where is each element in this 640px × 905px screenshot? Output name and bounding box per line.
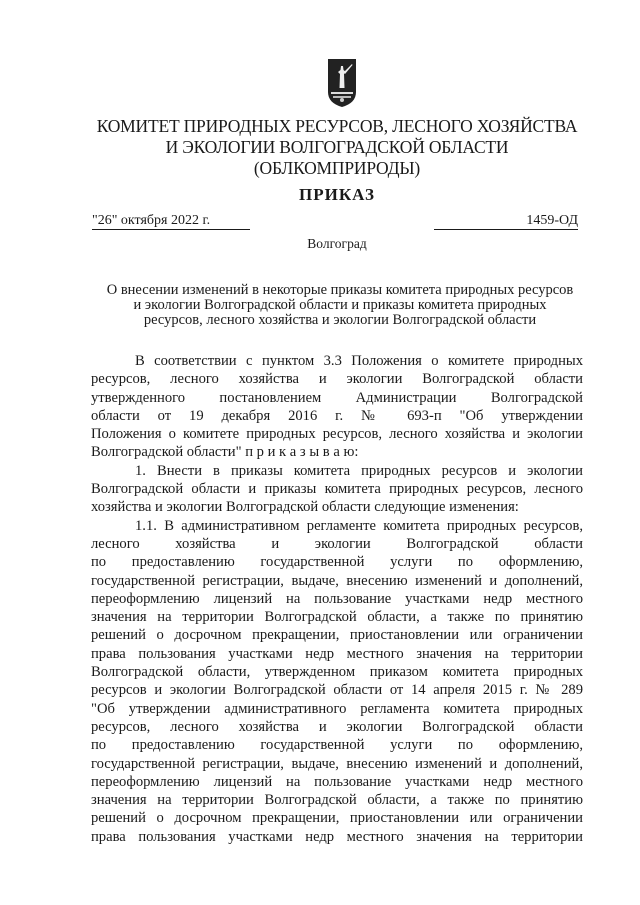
org-abbreviation: (ОБЛКОМПРИРОДЫ) [253, 158, 421, 178]
coat-of-arms-icon [327, 58, 357, 108]
body-line: переоформлению лицензий на пользование участками недр местного [91, 590, 583, 607]
document-type-title: ПРИКАЗ [299, 185, 375, 204]
body-line: государственной регистрации, выдаче, внесению изменений и дополнений, [91, 755, 583, 772]
body-line: Волгоградской области" п р и к а з ы в а ю: [91, 444, 359, 461]
body-line: ресурсов, лесного хозяйства и экологии Волгоградской области [91, 371, 583, 388]
subject-line: О внесении изменений в некоторые приказы комитета природных ресурсов [106, 282, 574, 298]
body-line: права пользования участками недр местного значения на территории [91, 828, 583, 845]
body-line: 1.1. В административном регламенте комитета природных ресурсов, [135, 517, 583, 534]
subject-line: ресурсов, лесного хозяйства и экологии Волгоградской области [143, 312, 537, 328]
body-line: области от 19 декабря 2016 г. № 693-п "Об утверждении [91, 407, 583, 424]
document-number: 1459-ОД [434, 213, 578, 230]
body-line: переоформлению лицензий на пользование участками недр местного [91, 773, 583, 790]
body-line: В соответствии с пунктом 3.3 Положения о комитете природных [135, 353, 583, 369]
body-line: 1. Внести в приказы комитета природных ресурсов и экологии [135, 462, 583, 479]
body-line: хозяйства и экологии Волгоградской области следующие изменения: [91, 499, 519, 516]
body-line: ресурсов, лесного хозяйства и экологии Волгоградской области [91, 718, 583, 735]
body-line: "Об утверждении административного регламента комитета природных [91, 700, 583, 717]
body-line: Положения о комитете природных ресурсов, лесного хозяйства и экологии [91, 426, 583, 443]
document-subject [90, 283, 590, 328]
body-line: Волгоградской области, утвержденном приказом комитета природных [91, 664, 583, 681]
body-line: по предоставлению государственной услуги по оформлению, [91, 554, 583, 571]
body-line: ресурсов и экологии Волгоградской области от 14 апреля 2015 г. № 289 [91, 682, 583, 699]
body-line: значения на территории Волгоградской области, а также по принятию [91, 609, 583, 626]
body-line: права пользования участками недр местного значения на территории [91, 645, 583, 662]
body-line: решений о досрочном прекращении, приостановлении или ограничении [91, 627, 583, 644]
body-line: утвержденного постановлением Администрации Волгоградской [91, 389, 583, 406]
subject-line: и экологии Волгоградской области и приказы комитета природных [133, 297, 547, 313]
body-line: по предоставлению государственной услуги по оформлению, [91, 737, 583, 754]
document-date: "26" октября 2022 г. [92, 213, 250, 230]
body-line: Волгоградской области и приказы комитета природных ресурсов, лесного [91, 481, 583, 498]
document-body [91, 352, 583, 846]
body-line: лесного хозяйства и экологии Волгоградской области [91, 535, 583, 552]
document-city: Волгоград [307, 236, 367, 251]
org-name-line-2: И ЭКОЛОГИИ ВОЛГОГРАДСКОЙ ОБЛАСТИ [165, 137, 509, 157]
body-line: значения на территории Волгоградской области, а также по принятию [91, 792, 583, 809]
body-line: решений о досрочном прекращении, приостановлении или ограничении [91, 810, 583, 827]
body-line: государственной регистрации, выдаче, внесению изменений и дополнений, [91, 572, 583, 589]
org-name-line-1: КОМИТЕТ ПРИРОДНЫХ РЕСУРСОВ, ЛЕСНОГО ХОЗЯЙСТВА [96, 116, 578, 136]
